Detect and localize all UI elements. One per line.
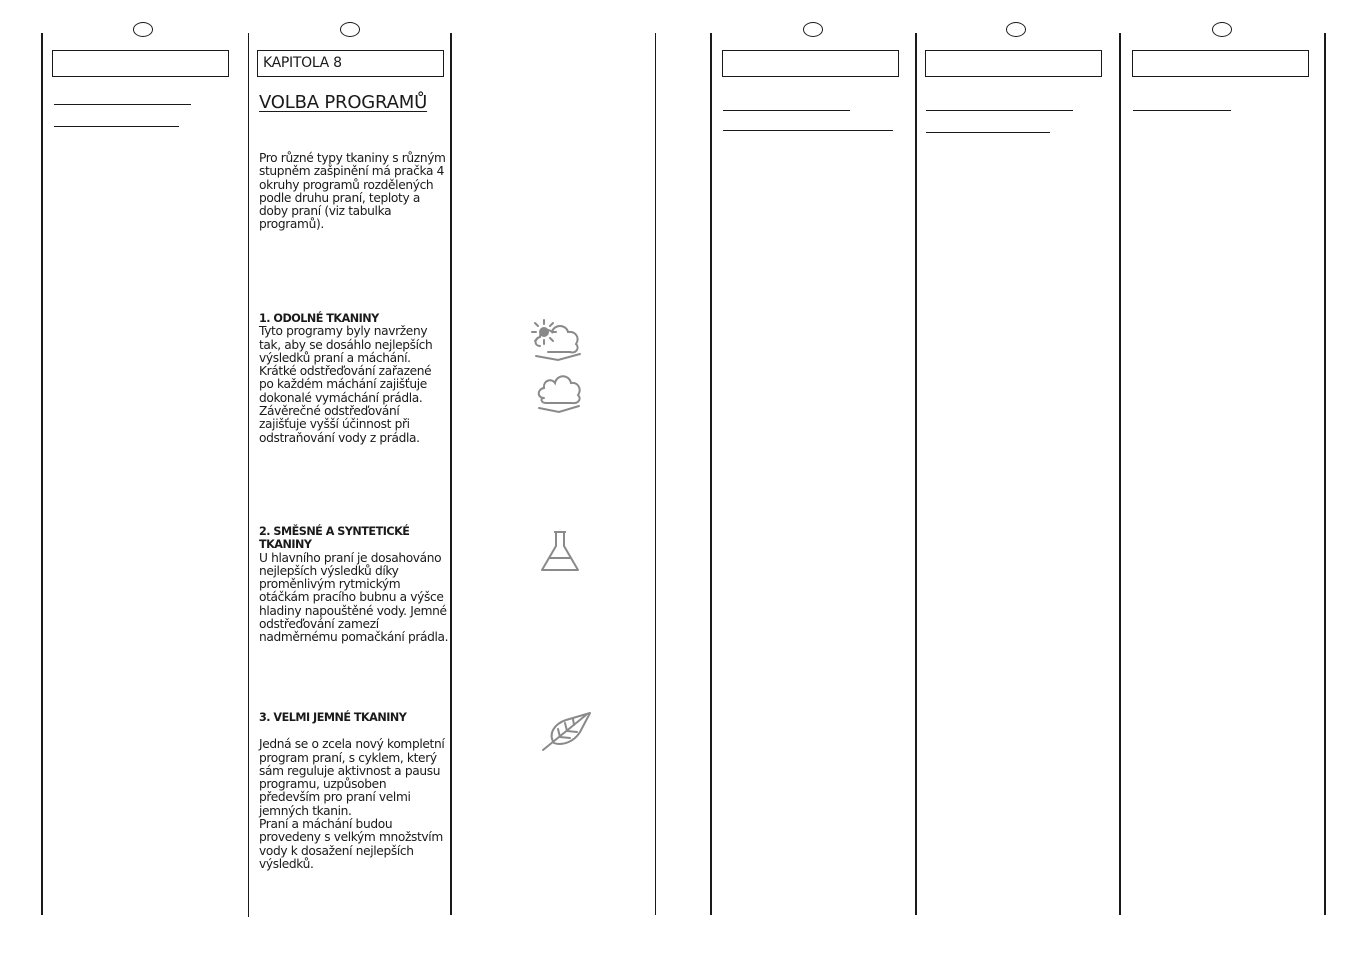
section-heading: 2. SMĚSNÉ A SYNTETICKÉ TKANINY	[259, 525, 410, 552]
section-text: U hlavního praní je dosahováno nejlepších výsledků díky proměnlivým rytmickým otáčkám pracího bubnu a výšce hladiny napouštěné vody. Jemné odstřeďování zamezí nadměrnému pomačkání prádla.	[259, 550, 449, 645]
chapter-title: VOLBA PROGRAMŮ	[259, 92, 428, 113]
chapter-header-box	[52, 50, 229, 77]
title-rule	[926, 132, 1050, 133]
intro-paragraph: Pro různé typy tkaniny s různým stupněm zašpinění má pračka 4 okruhy programů rozdělených podle druhu praní, teploty a doby praní (viz tabulka programů).	[259, 151, 446, 232]
language-marker	[803, 22, 823, 37]
column-rule	[915, 33, 917, 915]
section-durable	[259, 312, 449, 445]
chapter-header-box	[1132, 50, 1309, 77]
column-rule	[450, 33, 452, 915]
title-rule	[723, 130, 893, 131]
chapter-header-box	[722, 50, 899, 77]
title-rule	[1133, 110, 1231, 111]
column-rule	[655, 33, 656, 915]
section-heading: 1. ODOLNÉ TKANINY	[259, 312, 379, 325]
feather-icon	[540, 710, 594, 752]
prewash-sun-cloud-icon	[526, 316, 586, 362]
chapter-header-box	[925, 50, 1102, 77]
section-text: Tyto programy byly navrženy tak, aby se dosáhlo nejlepších výsledků praní a máchání. Krátké odstřeďování zařazené po každém máchání zajišťuje dokonalé vymáchání prádla. Závěrečné odstřeďování zajišťuje vyšší účinnost při odstraňování vody z prádla.	[259, 324, 433, 445]
column-rule	[710, 33, 712, 915]
language-marker	[340, 22, 360, 37]
title-rule	[926, 110, 1073, 111]
column-rule	[1119, 33, 1121, 915]
column-rule	[41, 33, 43, 915]
section-delicate	[259, 711, 449, 871]
cloud-wash-icon	[534, 370, 584, 414]
section-synthetic	[259, 525, 449, 645]
title-rule	[54, 126, 179, 127]
language-marker	[1212, 22, 1232, 37]
section-heading: 3. VELMI JEMNÉ TKANINY	[259, 711, 407, 724]
title-rule	[54, 104, 191, 105]
language-marker	[133, 22, 153, 37]
column-rule	[1324, 33, 1326, 915]
column-rule	[248, 33, 249, 917]
language-marker	[1006, 22, 1026, 37]
section-text: Jedná se o zcela nový kompletní program praní, s cyklem, který sám reguluje aktivnost a pausu programu, uzpůsoben především pro praní velmi jemných tkanin. Praní a máchání budou provedeny s velkým množstvím vody k dosažení nejlepších výsledků.	[259, 737, 445, 871]
title-rule	[723, 110, 850, 111]
chapter-label: KAPITOLA 8	[263, 55, 342, 71]
flask-icon	[538, 528, 582, 574]
